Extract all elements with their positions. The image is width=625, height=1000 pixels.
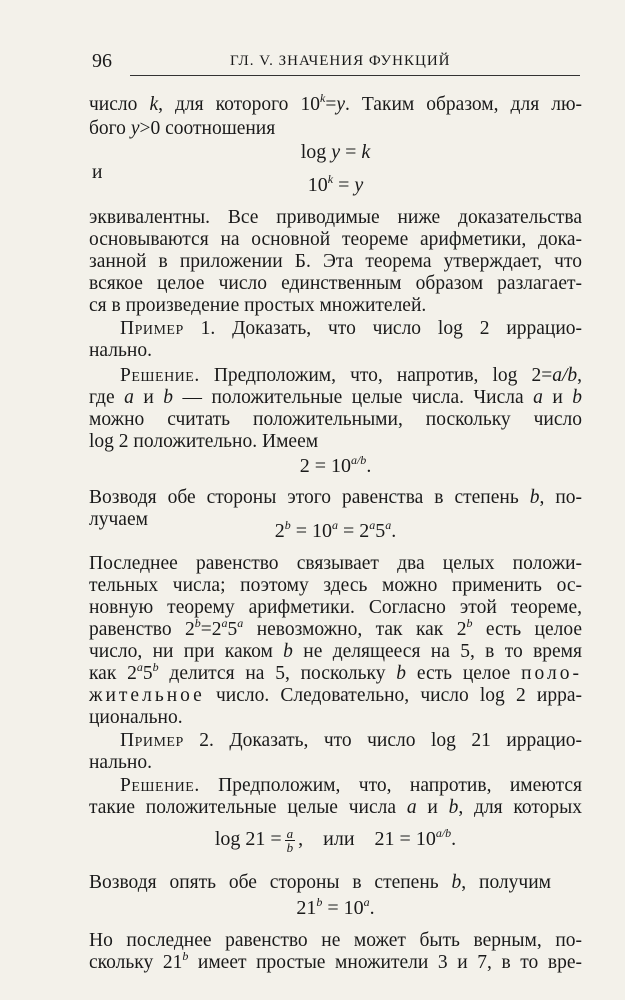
text-line-17: тельных числа; поэтому здесь можно применить ос-: [89, 575, 582, 596]
formula-2b: 2$^b$ = 10$^a$ = 2$^a$5$^a$.: [274, 518, 397, 542]
text-line-6: всякое целое число единственным образом разлагает-: [89, 273, 582, 294]
text-line-19: равенство $2^b=2^a5^a$ невозможно, так как 2$^b$ есть целое: [89, 616, 582, 640]
page-header: [92, 50, 580, 76]
text-line-23: ционально.: [89, 707, 183, 728]
text-line-20: число, ни при каком b не делящееся на 5, в то время: [89, 641, 582, 662]
text-line-16: Последнее равенство связывает два целых положи-: [89, 553, 582, 574]
text-line-21: как 2$^a$5$^b$ делится на 5, поскольку b есть целое поло-: [89, 660, 583, 684]
formula-log21: log 21 = $\frac{a}{b}$ , или $21 = 10^{a/b}$.: [214, 825, 457, 855]
text-line-14: Возводя обе стороны этого равенства в степень b, по-: [89, 487, 582, 508]
text-line-5: занной в приложении Б. Эта теорема утверждает, что: [89, 251, 582, 272]
text-line-12: можно считать положительными, поскольку число: [89, 409, 582, 430]
fraction-a-over-b: $\frac{a}{b}$: [286, 825, 294, 855]
text-line-7: ся в произведение простых множителей.: [89, 295, 427, 316]
text-line-2: бого y>0 соотношения: [89, 118, 276, 139]
text-line-28: Возводя опять обе стороны в степень b, получим: [89, 872, 551, 893]
formula-ten-k: 10$^k$ = y: [307, 172, 364, 196]
formula-21b: 21$^b$ = 10$^a$.: [296, 895, 375, 919]
example-1-heading: Пример 1. Доказать, что число log 2 иррацио-: [120, 318, 583, 339]
running-title: ГЛ. V. ЗНАЧЕНИЯ ФУНКЦИЙ: [230, 53, 451, 69]
text-line-4: основываются на основной теореме арифметики, дока-: [89, 229, 582, 250]
solution-1-line-4: log 2 положительно. Имеем: [89, 431, 319, 452]
solution-2-line-2: такие положительные целые числа a и b, для которых: [89, 797, 583, 818]
text-line-25: нально.: [89, 752, 152, 773]
formula-log-y: log y = k: [300, 141, 371, 163]
solution-1-line-1: Решение. Предположим, что, напротив, log 2=a/b,: [120, 365, 583, 386]
text-line-1: число k, для которого $10^k=y$. Таким образом, для лю-: [89, 91, 583, 115]
text-line-30: скольку 21$^b$ имеет простые множители 3 и 7, в то вре-: [89, 949, 582, 973]
formula-2-eq: $2 = 10^{a/b}$.: [299, 453, 372, 477]
text-line-29: Но последнее равенство не может быть верным, по-: [89, 930, 582, 951]
solution-2-line-1: Решение. Предположим, что, напротив, имеются: [120, 775, 582, 796]
text-line-18: новную теорему арифметики. Согласно этой теореме,: [89, 597, 582, 618]
page-number: 96: [92, 50, 112, 72]
text-line-3: эквивалентны. Все приводимые ниже доказательства: [89, 207, 582, 228]
solution-1-line-2: где a и b — положительные целые числа. Числа a и b: [89, 387, 583, 408]
example-2-heading: Пример 2. Доказать, что число log 21 иррацио-: [120, 730, 583, 751]
header-rule: [130, 75, 580, 76]
text-line-9: нально.: [89, 340, 152, 361]
text-line-15: лучаем: [89, 509, 148, 530]
word-and: и: [92, 162, 103, 183]
text-line-22: жительное число. Следовательно, число log 2 ирра-: [89, 685, 582, 706]
